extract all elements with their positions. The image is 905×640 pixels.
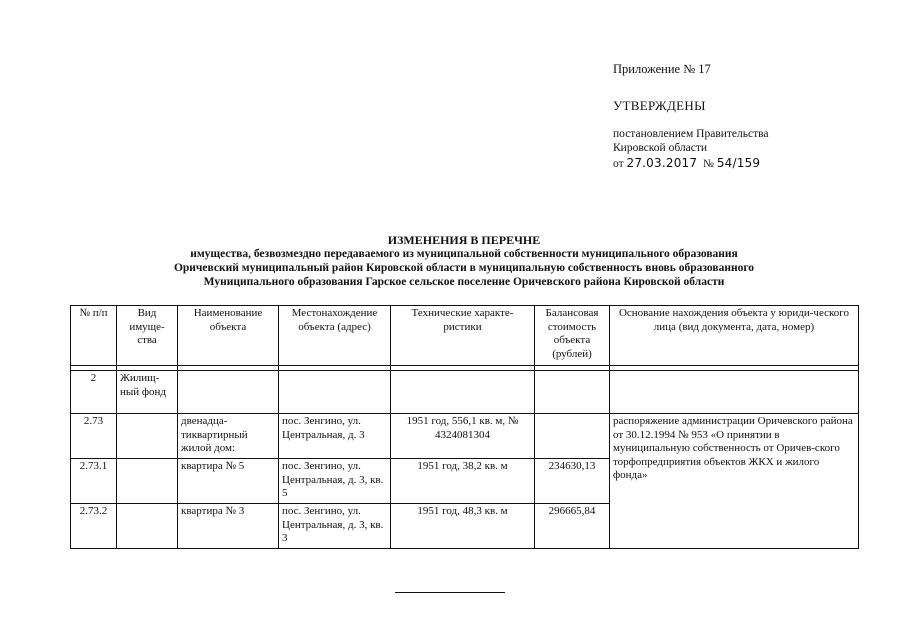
document-title: ИЗМЕНЕНИЯ В ПЕРЕЧНЕ [387,233,541,247]
table-row [71,371,859,414]
header-type: Вид имуще-ства [117,306,178,366]
cell-basis [610,371,859,414]
decree-line-2: Кировской области [613,142,708,154]
cell-name: двенадца-тиквартирный жилой дом: [178,414,279,459]
cell-num: 2 [71,371,117,414]
document-subtitle-line-3: Муниципального образования Гарское сельское поселение Оричевского района Кировской области [203,276,725,288]
footer-divider [395,592,505,593]
table-header-row [71,306,859,366]
document-subtitle-line-2: Оричевский муниципальный район Кировской области в муниципальную собственность вновь образованного [173,262,755,274]
cell-address: пос. Зенгино, ул. Центральная, д. 3, кв. 3 [279,504,391,549]
cell-value [535,371,610,414]
cell-name [178,371,279,414]
decree-line-3 [613,156,760,170]
approved-heading: УТВЕРЖДЕНЫ [613,98,706,113]
header-tech: Технические характе-ристики [391,306,535,366]
cell-address: пос. Зенгино, ул. Центральная, д. 3 [279,414,391,459]
cell-address [279,371,391,414]
header-num: № п/п [71,306,117,366]
cell-value [535,414,610,459]
cell-type [117,459,178,504]
header-address: Местонахождение объекта (адрес) [279,306,391,366]
cell-name: квартира № 3 [178,504,279,549]
decree-number-prefix: № [702,158,714,170]
decree-prefix: от [613,158,624,170]
cell-num: 2.73.1 [71,459,117,504]
appendix-label: Приложение № 17 [613,62,711,76]
decree-number: 54/159 [716,156,761,170]
decree-line-1: постановлением Правительства [613,128,769,140]
table-row [71,414,859,459]
cell-tech: 1951 год, 556,1 кв. м, № 4324081304 [391,414,535,459]
cell-address: пос. Зенгино, ул. Центральная, д. 3, кв. 5 [279,459,391,504]
header-basis: Основание нахождения объекта у юриди-ческого лица (вид документа, дата, номер) [610,306,859,366]
property-table [70,305,859,549]
cell-basis: распоряжение администрации Оричевского района от 30.12.1994 № 953 «О принятии в муниципальную собственность от Оричев-ского торфопредприятия объектов ЖКХ и жилого фонда» [610,414,859,549]
cell-name: квартира № 5 [178,459,279,504]
document-subtitle-line-1: имущества, безвозмездно передаваемого из муниципальной собственности муниципального образования [190,248,738,260]
cell-type [117,414,178,459]
cell-type [117,504,178,549]
header-value: Балансовая стоимость объекта (рублей) [535,306,610,366]
header-name: Наименование объекта [178,306,279,366]
cell-tech [391,371,535,414]
decree-date: 27.03.2017 [626,156,698,170]
cell-type: Жилищ-ный фонд [117,371,178,414]
cell-value: 296665,84 [535,504,610,549]
cell-num: 2.73 [71,414,117,459]
cell-tech: 1951 год, 48,3 кв. м [391,504,535,549]
cell-tech: 1951 год, 38,2 кв. м [391,459,535,504]
cell-num: 2.73.2 [71,504,117,549]
cell-value: 234630,13 [535,459,610,504]
